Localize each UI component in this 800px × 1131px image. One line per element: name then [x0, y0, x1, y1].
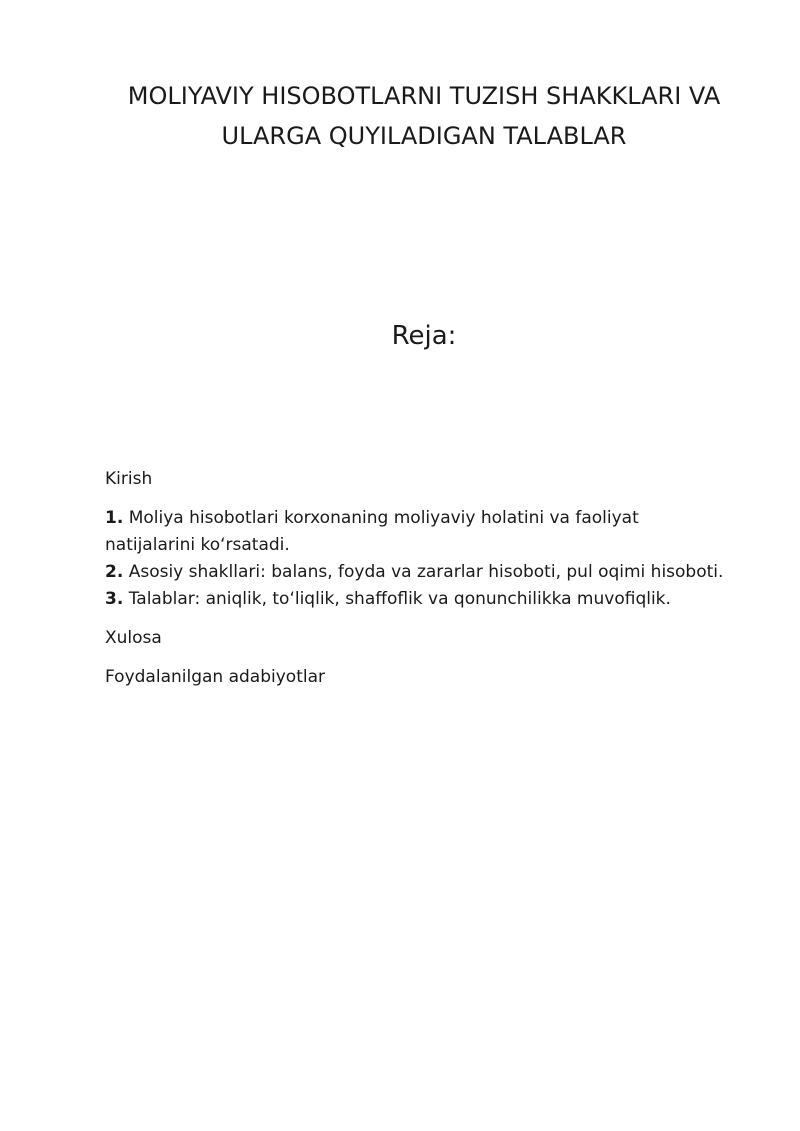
plan-item-2-text: Asosiy shakllari: balans, foyda va zararlar hisoboti, pul oqimi hisoboti. [128, 562, 724, 582]
plan-content [105, 466, 755, 691]
plan-item-1-number: 1. [105, 508, 124, 528]
plan-item-1 [105, 505, 705, 559]
references-entry: Foydalanilgan adabiyotlar [105, 667, 325, 687]
document-title-line-1: MOLIYAVIY HISOBOTLARNI TUZISH SHAKKLARI VA [127, 82, 721, 110]
plan-item-2 [105, 559, 755, 586]
plan-item-1-text: Moliya hisobotlari korxonaning moliyaviy holatini va faoliyat natijalarini ko‘rsatadi. [105, 508, 639, 555]
document-title-line-2: ULARGA QUYILADIGAN TALABLAR [221, 122, 627, 150]
plan-item-3 [105, 586, 755, 613]
conclusion-entry: Xulosa [105, 628, 162, 648]
intro-entry: Kirish [105, 469, 153, 489]
plan-items [105, 505, 755, 613]
plan-item-3-text: Talablar: aniqlik, to‘liqlik, shaffoflik va qonunchilikka muvofiqlik. [128, 589, 671, 609]
plan-item-3-number: 3. [105, 589, 124, 609]
plan-item-2-number: 2. [105, 562, 124, 582]
plan-heading: Reja: [391, 321, 457, 351]
document-title [104, 76, 744, 156]
